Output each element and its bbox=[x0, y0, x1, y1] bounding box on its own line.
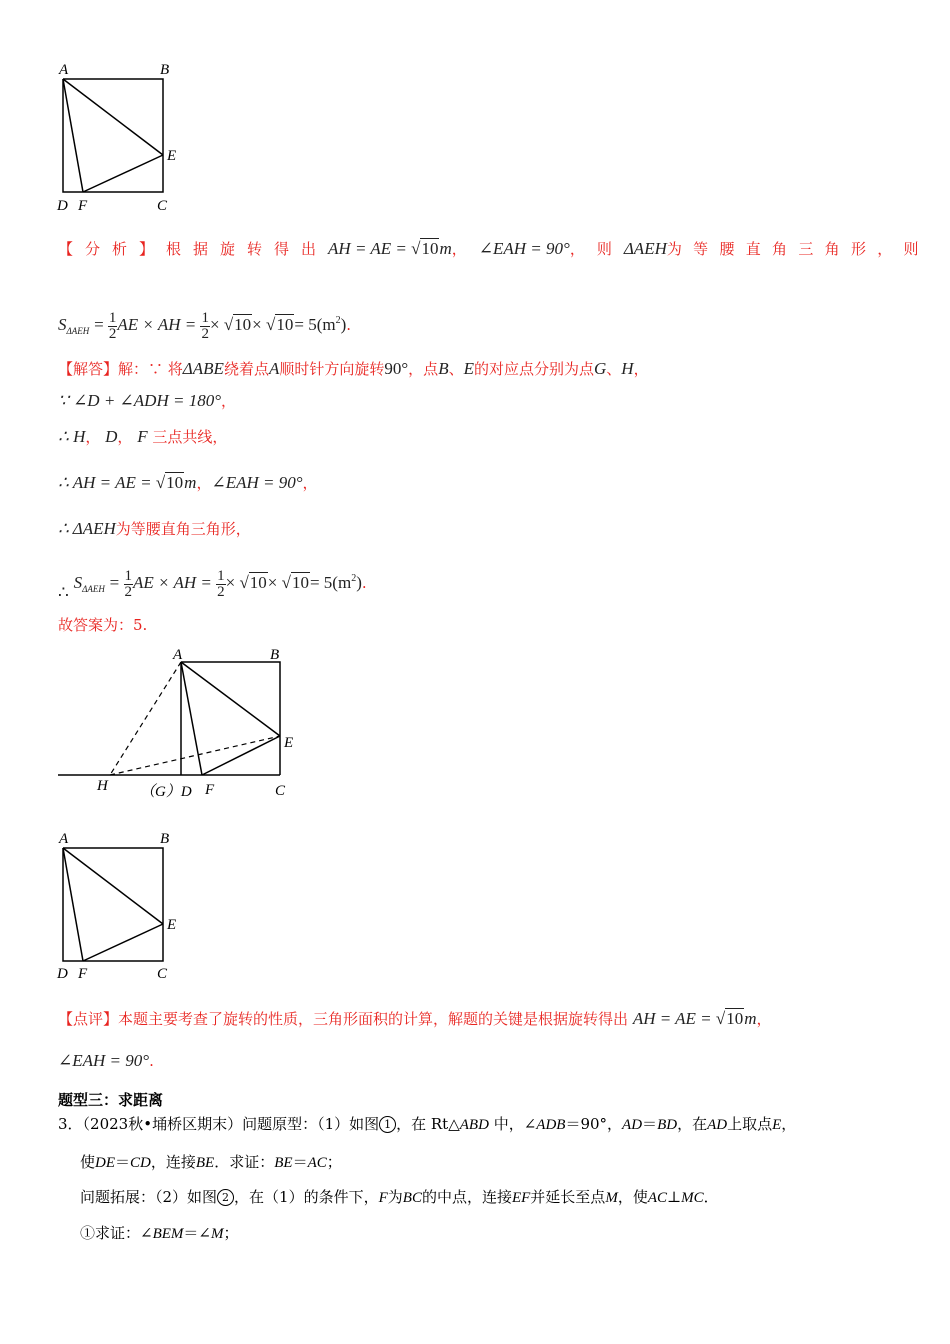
eq-ah-ae: AH = AE = bbox=[328, 239, 412, 258]
eq-ah-ae: ∴ AH = AE = bbox=[58, 473, 156, 492]
problem-text: 中，∠ bbox=[488, 1115, 537, 1133]
math-ef: EF bbox=[511, 1190, 531, 1206]
sqrt-10: √10 bbox=[715, 1009, 744, 1028]
times: × bbox=[209, 315, 224, 334]
problem-text: ＝∠ bbox=[183, 1224, 211, 1242]
math-bem: BEM bbox=[152, 1226, 184, 1242]
problem-text: 上取点 bbox=[727, 1115, 773, 1133]
analysis-area-formula bbox=[58, 298, 351, 344]
perp: ⊥ bbox=[667, 1188, 682, 1206]
triangle-aeh: ∴ ΔAEH bbox=[58, 519, 116, 538]
eq-ae-ah: AE × AH = bbox=[117, 315, 201, 334]
math-bc: BC bbox=[402, 1190, 422, 1206]
triangle-abe: ΔABE bbox=[182, 359, 224, 378]
analysis-line-1 bbox=[58, 238, 930, 260]
math-m: M bbox=[605, 1190, 618, 1206]
comma: ， bbox=[221, 392, 237, 410]
comma: ， bbox=[85, 428, 101, 446]
math-ac: AC bbox=[307, 1155, 327, 1171]
problem-text: ＝90°， bbox=[565, 1115, 623, 1133]
answer-text: 顺时针方向旋转 bbox=[279, 360, 385, 378]
problem-text: 问题拓展：（2）如图 bbox=[80, 1188, 218, 1206]
area-s: $S_{\Delta AEH}$ bbox=[58, 315, 90, 336]
problem-text: ①求证：∠ bbox=[80, 1224, 153, 1242]
problem-text: 为 bbox=[387, 1188, 403, 1206]
problem-text: ； bbox=[326, 1153, 342, 1171]
paren: ) bbox=[356, 573, 362, 592]
label-F: F bbox=[78, 198, 88, 214]
point-a: A bbox=[268, 359, 280, 378]
square: 2 bbox=[351, 573, 357, 584]
answer-text: 为等腰直角三角形， bbox=[115, 520, 251, 538]
square: 2 bbox=[335, 315, 341, 326]
sqrt-10: √10 bbox=[155, 473, 184, 492]
label-B: B bbox=[160, 831, 170, 847]
label-E: E bbox=[167, 148, 177, 164]
label-B: B bbox=[160, 62, 170, 78]
paren: ) bbox=[340, 315, 347, 334]
label-D: D bbox=[57, 966, 68, 982]
analysis-text: 为等腰直角三角形，则 bbox=[666, 240, 930, 258]
problem-text: ．求证： bbox=[214, 1153, 275, 1171]
point-f: F bbox=[137, 427, 148, 446]
math-adb: ADB bbox=[536, 1117, 566, 1133]
point-h: ∴ H bbox=[58, 427, 86, 446]
label-D: D bbox=[57, 198, 68, 214]
times: × bbox=[267, 573, 282, 592]
problem-text: 的中点，连接 bbox=[421, 1188, 512, 1206]
comma: ， bbox=[302, 474, 318, 492]
fraction-half: $\frac{1}{2}$ bbox=[108, 309, 117, 342]
problem-text: ＝ bbox=[115, 1153, 131, 1171]
eq-angle-sum: ∵ ∠D + ∠ADH = 180° bbox=[58, 391, 222, 410]
comma: ， bbox=[451, 240, 479, 258]
point-g: G bbox=[594, 359, 607, 378]
circle-number-2: 2 bbox=[217, 1189, 234, 1206]
answer-text: 解：∵ 将 bbox=[118, 360, 183, 378]
equals: = bbox=[109, 573, 124, 592]
label-F: F bbox=[205, 782, 215, 798]
label-A: A bbox=[173, 647, 183, 663]
comment-line-1 bbox=[58, 1008, 772, 1030]
deg-90: 90° bbox=[384, 359, 409, 378]
answer-text: ，点 bbox=[408, 360, 439, 378]
point-b: B bbox=[438, 359, 449, 378]
unit-m: m bbox=[439, 239, 452, 258]
answer-area-formula bbox=[58, 556, 367, 602]
math-ad: AD bbox=[707, 1117, 728, 1133]
math-m: M bbox=[210, 1226, 224, 1242]
unit-m: m bbox=[184, 473, 197, 492]
problem-text: ，连接 bbox=[150, 1153, 196, 1171]
label-G-D: （G）D bbox=[140, 784, 192, 800]
label-C: C bbox=[157, 966, 168, 982]
label-E: E bbox=[284, 735, 294, 751]
math-f: F bbox=[378, 1190, 388, 1206]
sqrt-10: √10 bbox=[239, 573, 267, 592]
fraction-half: $\frac{1}{2}$ bbox=[201, 309, 209, 342]
math-abd: ABD bbox=[459, 1117, 489, 1133]
times: × bbox=[252, 315, 267, 334]
analysis-text: ，则 bbox=[569, 240, 624, 258]
math-mc: MC bbox=[681, 1190, 704, 1206]
sqrt-10: √10 bbox=[266, 315, 294, 334]
eq-angle-eah: ∠EAH = 90° bbox=[478, 239, 570, 258]
problem-text: ，在（1）的条件下， bbox=[234, 1188, 379, 1206]
label-A: A bbox=[59, 831, 69, 847]
comma: ， bbox=[117, 428, 133, 446]
problem-text: ，在 bbox=[677, 1115, 708, 1133]
times: × bbox=[225, 573, 240, 592]
equals: = bbox=[94, 315, 108, 334]
problem-source: （2023秋•埇桥区期末）问题原型：（1）如图 bbox=[82, 1115, 380, 1133]
problem-text: ． bbox=[703, 1188, 719, 1206]
problem-text: ＝ bbox=[642, 1115, 658, 1133]
answer-text: 绕着点 bbox=[223, 360, 269, 378]
label-C: C bbox=[157, 198, 168, 214]
triangle-aeh: ΔAEH bbox=[623, 239, 667, 258]
label-C: C bbox=[275, 783, 286, 799]
fraction-half: $\frac{1}{2}$ bbox=[217, 567, 225, 600]
math-be: BE bbox=[274, 1155, 293, 1171]
comma: ， bbox=[196, 474, 212, 492]
problem-line-2 bbox=[80, 1151, 342, 1174]
square-figure-1 bbox=[50, 56, 190, 216]
answer-text: ， bbox=[633, 360, 649, 378]
circle-number-1: 1 bbox=[379, 1116, 396, 1133]
label-A: A bbox=[59, 62, 69, 78]
analysis-text: 根据旋转得出 bbox=[166, 240, 329, 258]
therefore: ∴ bbox=[58, 583, 69, 602]
section-title: 题型三：求距离 bbox=[58, 1091, 164, 1109]
math-e: E bbox=[772, 1117, 782, 1133]
answer-line-3 bbox=[58, 426, 227, 448]
point-e: E bbox=[463, 359, 474, 378]
result: = 5(m bbox=[309, 573, 352, 592]
problem-text: 并延长至点 bbox=[530, 1188, 606, 1206]
fraction-half: $\frac{1}{2}$ bbox=[124, 567, 133, 600]
problem-text: ，在 Rt△ bbox=[396, 1115, 460, 1133]
problem-text: 使 bbox=[80, 1153, 96, 1171]
math-be: BE bbox=[195, 1155, 215, 1171]
analysis-tag: 【分析】 bbox=[58, 240, 167, 258]
answer-tag: 【解答】 bbox=[58, 360, 119, 378]
label-H: H bbox=[97, 778, 108, 794]
answer-line-4 bbox=[58, 472, 318, 494]
eq-angle-eah: ∠EAH = 90° bbox=[211, 473, 303, 492]
label-E: E bbox=[167, 917, 177, 933]
comment-text: 本题主要考查了旋转的性质，三角形面积的计算，解题的关键是根据旋转得出 bbox=[118, 1010, 629, 1028]
eq-ae-ah: AE × AH = bbox=[133, 573, 217, 592]
eq-ah-ae: AH = AE = bbox=[632, 1009, 716, 1028]
sqrt-10: √10 bbox=[411, 239, 439, 258]
sqrt-10: √10 bbox=[281, 573, 309, 592]
problem-text: ＝ bbox=[292, 1153, 308, 1171]
point-h: H bbox=[621, 359, 634, 378]
comment-tag: 【点评】 bbox=[58, 1010, 119, 1028]
period: . bbox=[149, 1052, 154, 1070]
problem-line-3 bbox=[80, 1186, 719, 1209]
math-ad: AD bbox=[622, 1117, 643, 1133]
math-ac: AC bbox=[647, 1190, 667, 1206]
period: . bbox=[346, 316, 352, 334]
point-d: D bbox=[105, 427, 118, 446]
answer-text: 、 bbox=[606, 360, 622, 378]
label-F: F bbox=[78, 966, 88, 982]
math-bd: BD bbox=[657, 1117, 678, 1133]
math-de: DE bbox=[95, 1155, 116, 1171]
math-cd: CD bbox=[130, 1155, 151, 1171]
sqrt-10: √10 bbox=[223, 315, 252, 334]
eq-angle-eah: ∠EAH = 90° bbox=[58, 1051, 150, 1070]
answer-line-5 bbox=[58, 518, 251, 540]
collinear-text: 三点共线， bbox=[152, 428, 228, 446]
label-B: B bbox=[270, 647, 280, 663]
problem-text: ，使 bbox=[617, 1188, 648, 1206]
answer-line-1 bbox=[58, 358, 649, 380]
problem-number: 3． bbox=[58, 1115, 83, 1133]
answer-text: 、 bbox=[448, 360, 464, 378]
problem-line-1 bbox=[58, 1113, 796, 1136]
comma: ， bbox=[756, 1010, 772, 1028]
answer-line-2 bbox=[58, 390, 236, 412]
comment-line-2 bbox=[58, 1050, 154, 1072]
problem-text: ； bbox=[223, 1224, 239, 1242]
square-figure-2 bbox=[50, 825, 190, 985]
answer-conclusion: 故答案为：5. bbox=[58, 616, 148, 634]
period: . bbox=[361, 574, 367, 592]
answer-text: 的对应点分别为点 bbox=[473, 360, 594, 378]
problem-line-4 bbox=[80, 1222, 239, 1245]
area-s: $S_{\Delta AEH}$ bbox=[73, 573, 105, 594]
unit-m: m bbox=[744, 1009, 757, 1028]
problem-text: ， bbox=[781, 1115, 797, 1133]
rotation-figure bbox=[50, 640, 310, 805]
result: = 5(m bbox=[294, 315, 336, 334]
